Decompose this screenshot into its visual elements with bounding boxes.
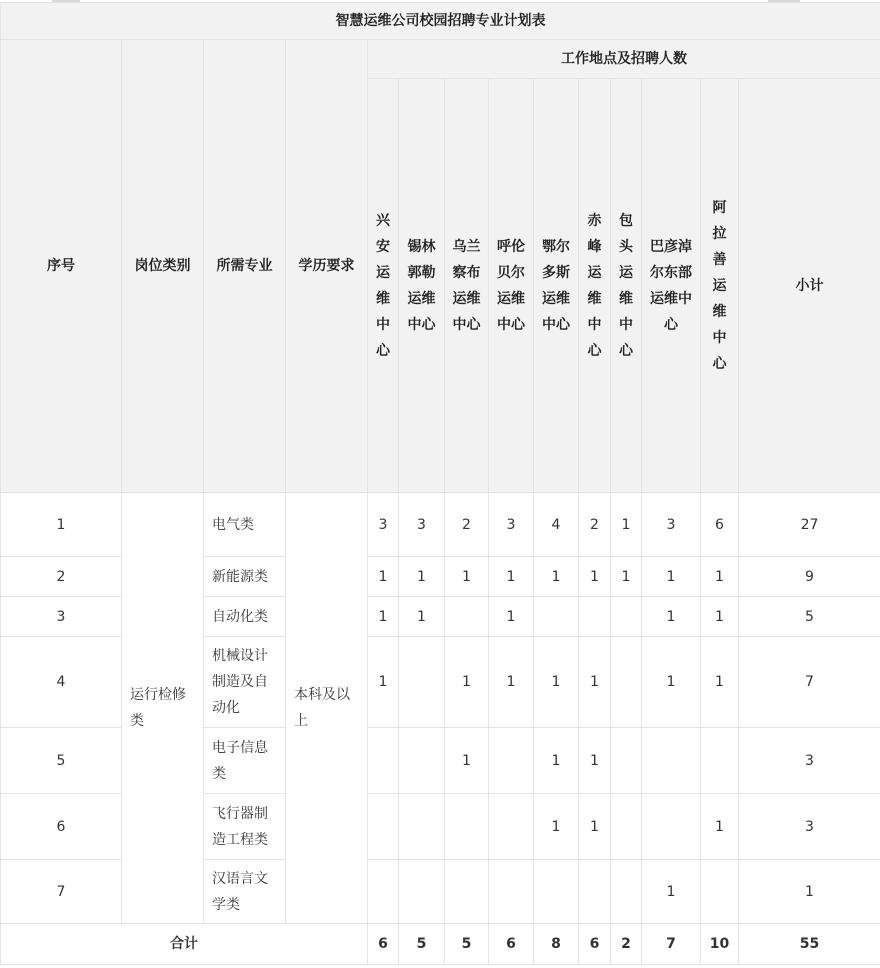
major-cell: 电子信息类 <box>204 728 286 794</box>
count-cell: 1 <box>534 728 579 794</box>
count-cell <box>579 597 611 637</box>
count-cell: 1 <box>368 637 399 728</box>
row-no: 6 <box>1 794 122 860</box>
header-location: 呼伦贝尔运维中心 <box>489 79 534 493</box>
count-cell: 6 <box>701 493 739 557</box>
count-cell: 1 <box>642 637 701 728</box>
count-cell: 1 <box>611 493 642 557</box>
header-location: 兴安运维中心 <box>368 79 399 493</box>
count-cell <box>611 860 642 924</box>
header-major: 所需专业 <box>204 40 286 493</box>
count-cell: 3 <box>642 493 701 557</box>
count-cell <box>368 794 399 860</box>
row-no: 2 <box>1 557 122 597</box>
table-row <box>1 493 880 557</box>
row-no: 7 <box>1 860 122 924</box>
major-cell: 自动化类 <box>204 597 286 637</box>
count-cell <box>534 597 579 637</box>
count-cell: 1 <box>534 557 579 597</box>
total-subtotal-cell: 55 <box>739 924 880 965</box>
header-subtotal: 小计 <box>739 79 880 493</box>
count-cell <box>534 860 579 924</box>
count-cell: 1 <box>489 597 534 637</box>
header-education: 学历要求 <box>286 40 368 493</box>
total-count-cell: 6 <box>368 924 399 965</box>
education-cell: 本科及以上 <box>286 493 368 924</box>
count-cell <box>642 728 701 794</box>
header-location-group: 工作地点及招聘人数 <box>368 40 880 79</box>
count-cell <box>399 728 445 794</box>
total-row <box>1 924 880 965</box>
subtotal-cell: 9 <box>739 557 880 597</box>
total-count-cell: 8 <box>534 924 579 965</box>
major-cell: 机械设计制造及自动化 <box>204 637 286 728</box>
count-cell: 1 <box>701 637 739 728</box>
row-no: 1 <box>1 493 122 557</box>
count-cell: 1 <box>489 557 534 597</box>
count-cell: 1 <box>579 794 611 860</box>
count-cell: 1 <box>642 860 701 924</box>
header-location: 包头运维中心 <box>611 79 642 493</box>
row-no: 3 <box>1 597 122 637</box>
total-count-cell: 5 <box>445 924 489 965</box>
count-cell: 1 <box>701 794 739 860</box>
count-cell <box>701 728 739 794</box>
count-cell <box>489 794 534 860</box>
count-cell <box>445 597 489 637</box>
count-cell <box>368 860 399 924</box>
total-count-cell: 6 <box>489 924 534 965</box>
header-location: 赤峰运维中心 <box>579 79 611 493</box>
count-cell: 1 <box>399 557 445 597</box>
count-cell: 1 <box>445 728 489 794</box>
major-cell: 电气类 <box>204 493 286 557</box>
header-location: 乌兰察布运维中心 <box>445 79 489 493</box>
major-cell: 新能源类 <box>204 557 286 597</box>
header-location: 阿拉善运维中心 <box>701 79 739 493</box>
total-count-cell: 10 <box>701 924 739 965</box>
count-cell <box>701 860 739 924</box>
count-cell <box>489 860 534 924</box>
subtotal-cell: 3 <box>739 794 880 860</box>
count-cell <box>642 794 701 860</box>
count-cell <box>399 860 445 924</box>
count-cell: 1 <box>701 597 739 637</box>
count-cell: 1 <box>534 794 579 860</box>
count-cell <box>611 728 642 794</box>
count-cell: 1 <box>701 557 739 597</box>
subtotal-cell: 5 <box>739 597 880 637</box>
total-label: 合计 <box>1 924 368 965</box>
count-cell: 1 <box>534 637 579 728</box>
count-cell: 2 <box>445 493 489 557</box>
count-cell <box>489 728 534 794</box>
category-cell: 运行检修类 <box>122 493 204 924</box>
count-cell <box>611 597 642 637</box>
count-cell <box>579 860 611 924</box>
header-location: 巴彦淖尔东部运维中心 <box>642 79 701 493</box>
count-cell: 1 <box>642 597 701 637</box>
row-no: 5 <box>1 728 122 794</box>
total-count-cell: 5 <box>399 924 445 965</box>
count-cell: 1 <box>579 637 611 728</box>
subtotal-cell: 1 <box>739 860 880 924</box>
count-cell <box>445 860 489 924</box>
count-cell: 2 <box>579 493 611 557</box>
count-cell: 4 <box>534 493 579 557</box>
major-cell: 汉语言文学类 <box>204 860 286 924</box>
count-cell <box>399 637 445 728</box>
count-cell: 1 <box>368 597 399 637</box>
header-location: 鄂尔多斯运维中心 <box>534 79 579 493</box>
count-cell: 1 <box>399 597 445 637</box>
count-cell <box>399 794 445 860</box>
header-location: 锡林郭勒运维中心 <box>399 79 445 493</box>
count-cell: 1 <box>642 557 701 597</box>
subtotal-cell: 27 <box>739 493 880 557</box>
count-cell <box>611 637 642 728</box>
count-cell: 3 <box>368 493 399 557</box>
count-cell <box>368 728 399 794</box>
row-no: 4 <box>1 637 122 728</box>
count-cell: 1 <box>579 557 611 597</box>
total-count-cell: 7 <box>642 924 701 965</box>
major-cell: 飞行器制造工程类 <box>204 794 286 860</box>
count-cell: 1 <box>445 557 489 597</box>
count-cell: 1 <box>489 637 534 728</box>
total-count-cell: 2 <box>611 924 642 965</box>
total-count-cell: 6 <box>579 924 611 965</box>
count-cell <box>445 794 489 860</box>
header-no: 序号 <box>1 40 122 493</box>
count-cell: 1 <box>445 637 489 728</box>
table-title: 智慧运维公司校园招聘专业计划表 <box>1 3 880 40</box>
count-cell <box>611 794 642 860</box>
count-cell: 3 <box>489 493 534 557</box>
count-cell: 1 <box>368 557 399 597</box>
count-cell: 3 <box>399 493 445 557</box>
header-category: 岗位类别 <box>122 40 204 493</box>
count-cell: 1 <box>611 557 642 597</box>
count-cell: 1 <box>579 728 611 794</box>
subtotal-cell: 7 <box>739 637 880 728</box>
subtotal-cell: 3 <box>739 728 880 794</box>
recruitment-plan-table <box>0 2 880 965</box>
